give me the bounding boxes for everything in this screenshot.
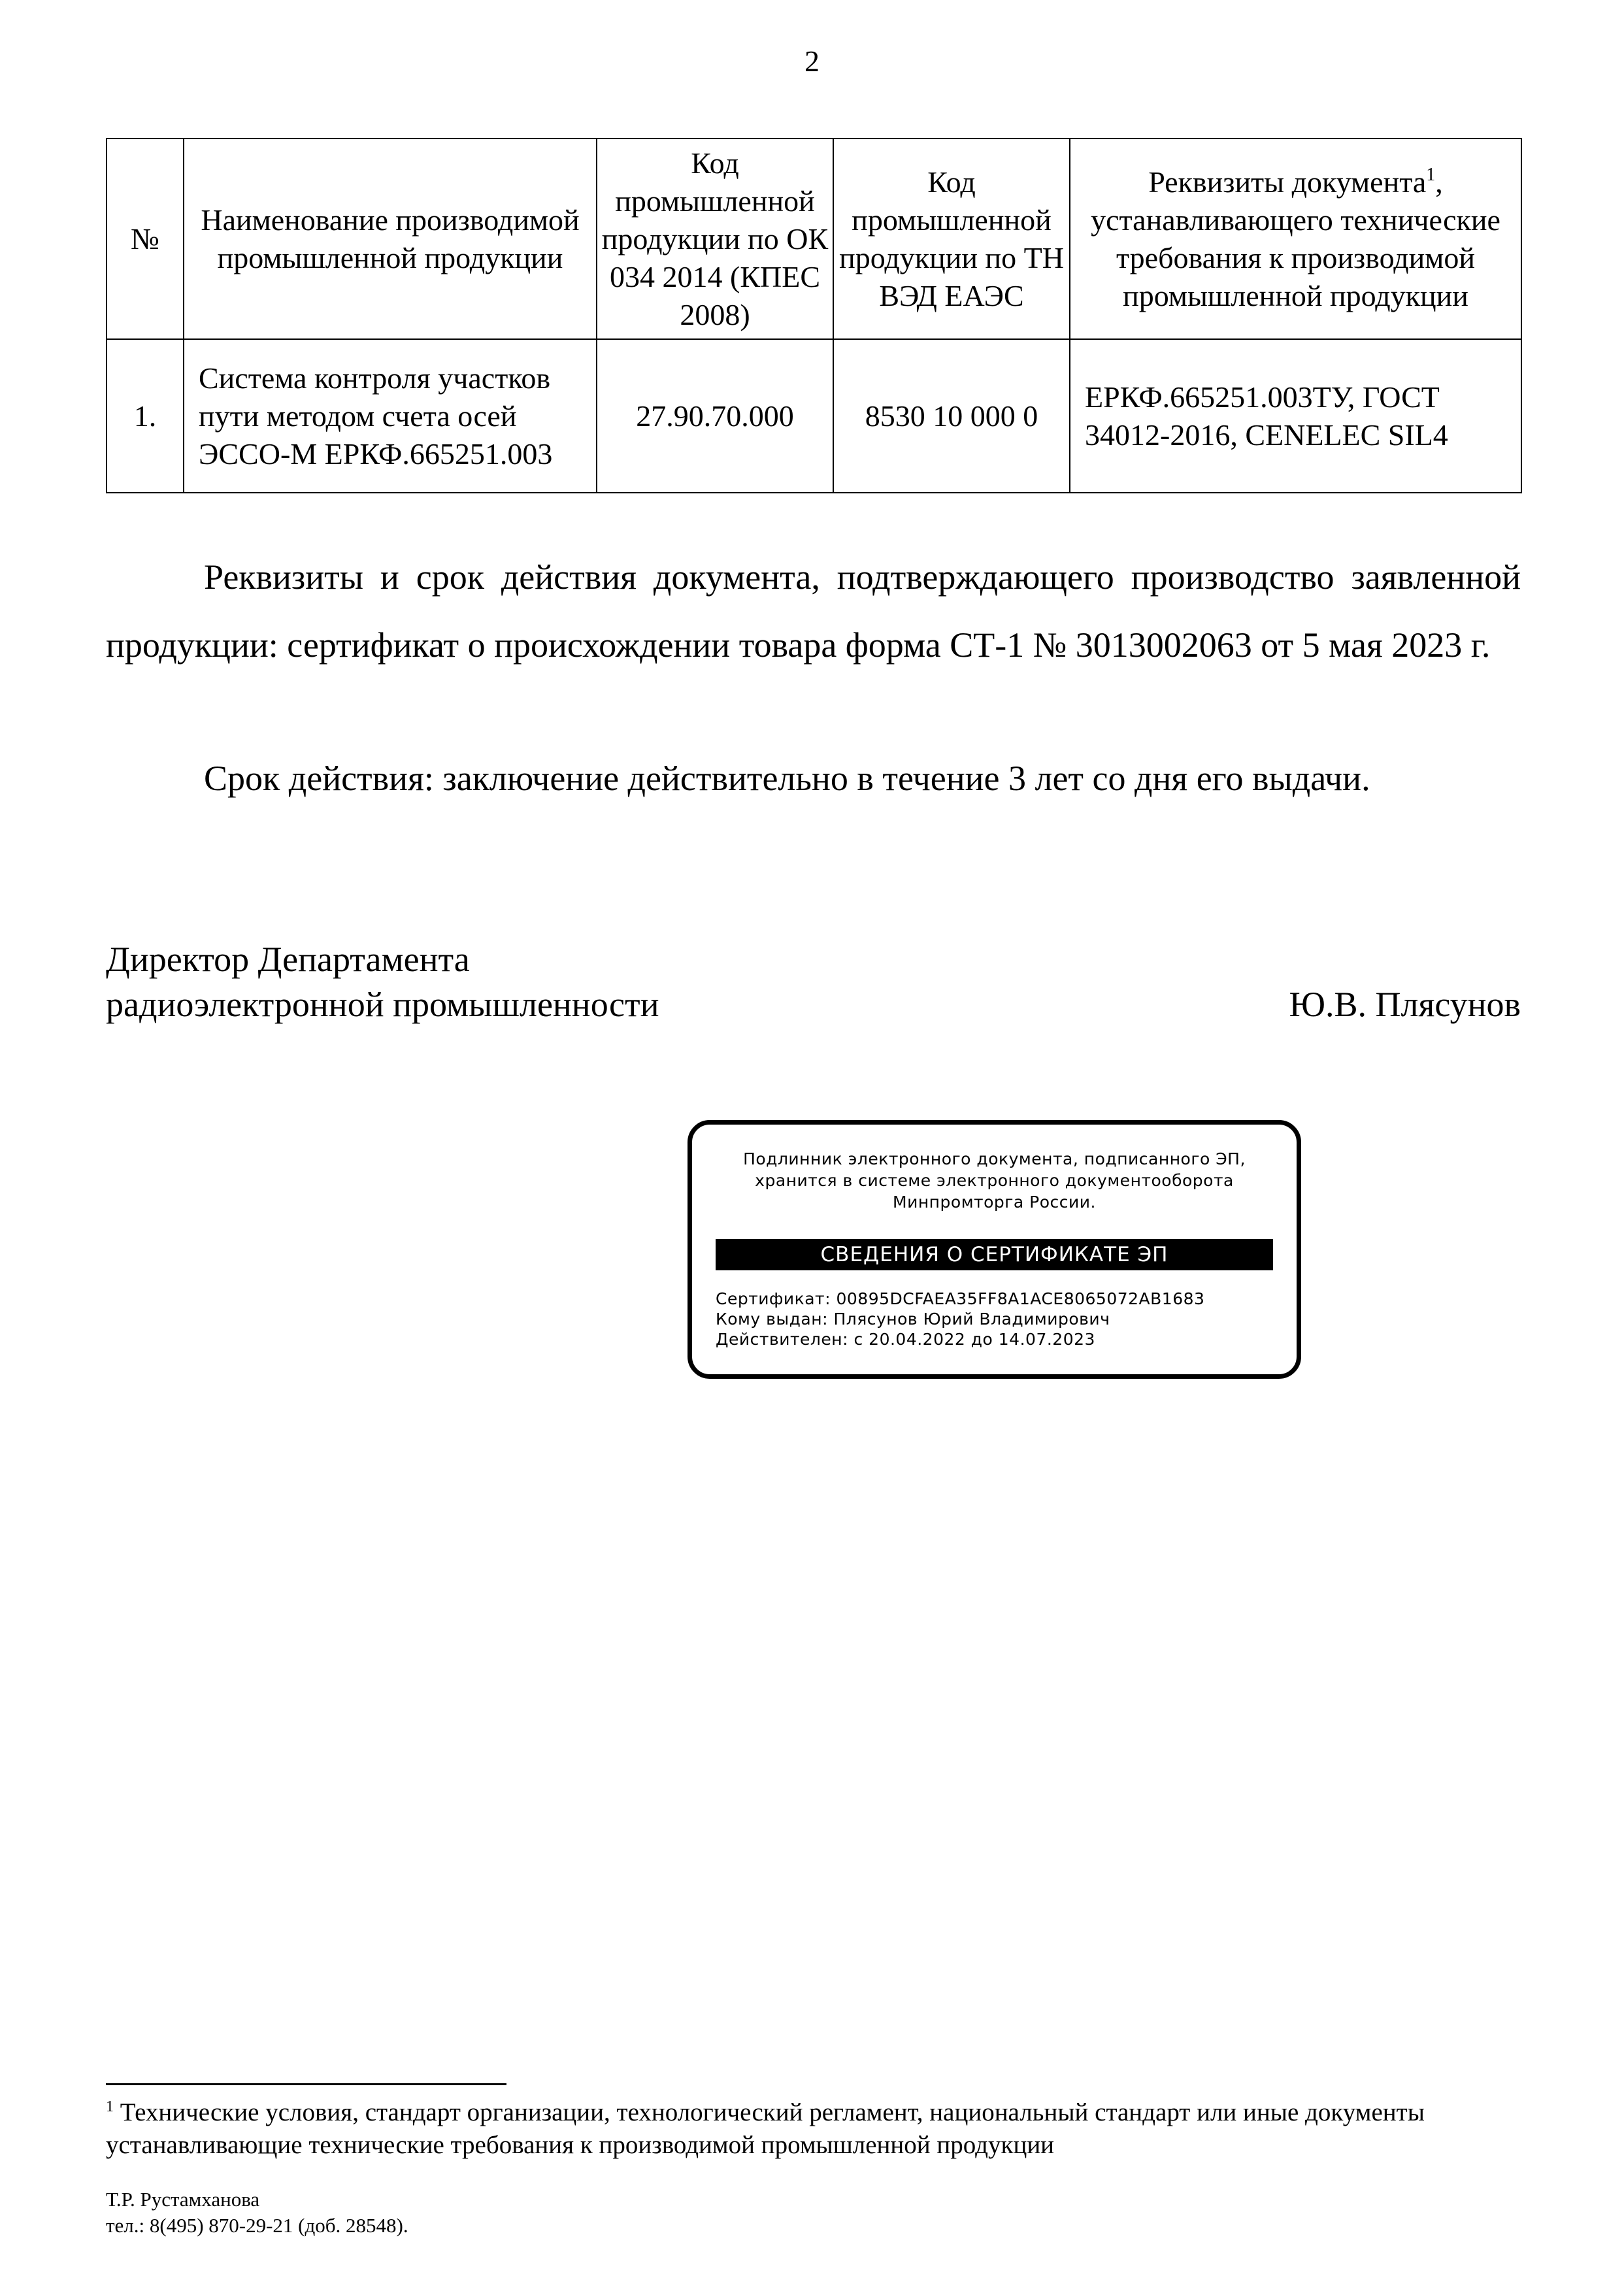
header-name: Наименование производимой промышленной продукции (184, 139, 597, 339)
products-table (106, 138, 1522, 493)
cell-name: Система контроля участков пути методом счета осей ЭССО-М ЕРКФ.665251.003 (184, 339, 597, 493)
e-signature-stamp (688, 1120, 1301, 1379)
stamp-header (692, 1148, 1297, 1213)
header-requisites (1070, 139, 1521, 339)
stamp-title-bar: СВЕДЕНИЯ О СЕРТИФИКАТЕ ЭП (716, 1239, 1273, 1270)
executor-info (106, 2186, 408, 2239)
stamp-valid: Действителен: с 20.04.2022 до 14.07.2023 (716, 1330, 1095, 1349)
paragraph-validity: Срок действия: заключение действительно в течение 3 лет со дня его выдачи. (204, 759, 1370, 798)
stamp-info (716, 1289, 1204, 1349)
executor-name: Т.Р. Рустамханова (106, 2188, 260, 2211)
stamp-line1: Подлинник электронного документа, подписанного ЭП, (743, 1149, 1246, 1168)
header-requisites-label: Реквизиты документа (1148, 165, 1427, 199)
paragraph-certificate: Реквизиты и срок действия документа, подтверждающего производство заявленной продукции: сертификат о происхождении товара форма СТ-1 № 3013002063 от 5 мая 2023 г. (106, 557, 1521, 665)
footnote-divider (106, 2083, 506, 2085)
footnote-mark: 1 (1426, 164, 1436, 185)
table-header-row (107, 139, 1521, 339)
footnote-number: 1 (106, 2098, 114, 2115)
executor-phone: тел.: 8(495) 870-29-21 (доб. 28548). (106, 2214, 408, 2237)
header-okpd: Код промышленной продукции по ОК 034 2014 (КПЕС 2008) (597, 139, 833, 339)
cell-okpd: 27.90.70.000 (597, 339, 833, 493)
cell-num: 1. (107, 339, 184, 493)
stamp-line2: хранится в системе электронного документооборота (755, 1171, 1234, 1190)
stamp-line3: Минпромторга России. (893, 1193, 1096, 1212)
stamp-certificate: Сертификат: 00895DCFAEA35FF8A1ACE8065072AB1683 (716, 1289, 1205, 1308)
stamp-issued-to: Кому выдан: Плясунов Юрий Владимирович (716, 1310, 1110, 1328)
cell-tnved: 8530 10 000 0 (833, 339, 1070, 493)
signer-name: Ю.В. Плясунов (1289, 985, 1521, 1024)
cell-requisites: ЕРКФ.665251.003ТУ, ГОСТ 34012-2016, CENELEC SIL4 (1070, 339, 1521, 493)
footnote (106, 2096, 1521, 2162)
footnote-text: Технические условия, стандарт организации, технологический регламент, национальный стандарт или иные документы устанавливающие технические требования к производимой промышленной продукции (106, 2098, 1425, 2159)
header-num: № (107, 139, 184, 339)
table-row (107, 339, 1521, 493)
signer-position-line1: Директор Департамента (106, 940, 470, 979)
header-tnved: Код промышленной продукции по ТН ВЭД ЕАЭС (833, 139, 1070, 339)
signer-position-line2: радиоэлектронной промышленности (106, 985, 659, 1024)
page-number: 2 (804, 44, 820, 78)
header-requisites-rest: , устанавливающего технические требования к производимой промышленной продукции (1091, 165, 1500, 312)
